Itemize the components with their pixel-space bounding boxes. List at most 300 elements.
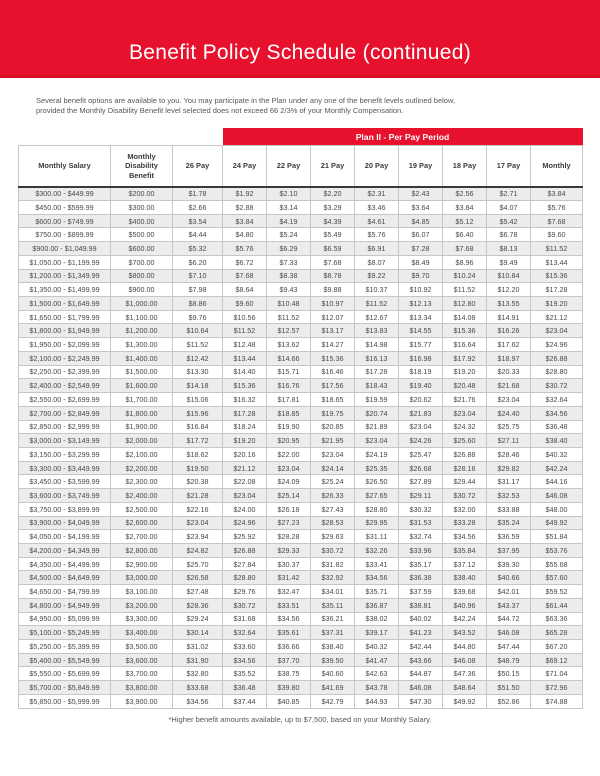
premium-value-cell: $61.44: [531, 598, 583, 612]
premium-value-cell: $3.84: [531, 187, 583, 201]
premium-value-cell: $33.96: [399, 543, 443, 557]
premium-value-cell: $12.07: [311, 310, 355, 324]
premium-value-cell: $4.80: [223, 228, 267, 242]
premium-value-cell: $2.88: [223, 201, 267, 215]
premium-value-cell: $36.59: [487, 530, 531, 544]
premium-value-cell: $43.37: [487, 598, 531, 612]
premium-value-cell: $10.24: [443, 269, 487, 283]
premium-value-cell: $23.04: [399, 420, 443, 434]
premium-value-cell: $28.16: [443, 461, 487, 475]
premium-value-cell: $20.16: [223, 447, 267, 461]
benefit-amount-cell: $3,300.00: [111, 612, 173, 626]
table-row: [19, 461, 583, 475]
premium-value-cell: $11.52: [355, 297, 399, 311]
premium-value-cell: $14.98: [355, 338, 399, 352]
premium-value-cell: $20.33: [487, 365, 531, 379]
premium-value-cell: $12.48: [223, 338, 267, 352]
premium-value-cell: $41.47: [355, 653, 399, 667]
premium-value-cell: $29.24: [173, 612, 223, 626]
premium-value-cell: $8.96: [443, 255, 487, 269]
column-header-0: Monthly Salary: [19, 146, 111, 187]
premium-value-cell: $23.04: [223, 489, 267, 503]
premium-value-cell: $6.91: [355, 242, 399, 256]
table-row: [19, 475, 583, 489]
premium-value-cell: $11.52: [267, 310, 311, 324]
premium-value-cell: $34.56: [267, 612, 311, 626]
premium-value-cell: $30.32: [399, 502, 443, 516]
premium-value-cell: $20.74: [355, 406, 399, 420]
premium-value-cell: $16.84: [173, 420, 223, 434]
premium-value-cell: $32.80: [173, 667, 223, 681]
table-row: [19, 242, 583, 256]
column-header-10: Monthly: [531, 146, 583, 187]
premium-value-cell: $16.32: [223, 393, 267, 407]
premium-value-cell: $32.64: [223, 626, 267, 640]
premium-value-cell: $39.17: [355, 626, 399, 640]
premium-value-cell: $43.52: [443, 626, 487, 640]
premium-value-cell: $38.75: [267, 667, 311, 681]
premium-value-cell: $38.40: [531, 434, 583, 448]
premium-value-cell: $46.08: [443, 653, 487, 667]
premium-value-cell: $42.44: [399, 640, 443, 654]
premium-value-cell: $23.04: [267, 461, 311, 475]
premium-value-cell: $5.12: [443, 214, 487, 228]
premium-value-cell: $31.42: [267, 571, 311, 585]
page-title: Benefit Policy Schedule (continued): [128, 41, 472, 64]
premium-value-cell: $27.48: [173, 585, 223, 599]
premium-value-cell: $37.70: [267, 653, 311, 667]
premium-value-cell: $37.31: [311, 626, 355, 640]
premium-value-cell: $52.86: [487, 694, 531, 708]
premium-value-cell: $20.48: [443, 379, 487, 393]
premium-value-cell: $36.21: [311, 612, 355, 626]
premium-value-cell: $14.40: [223, 365, 267, 379]
salary-range-cell: $3,450.00 - $3,599.99: [19, 475, 111, 489]
premium-value-cell: $17.92: [443, 351, 487, 365]
premium-value-cell: $41.69: [311, 681, 355, 695]
premium-value-cell: $34.56: [173, 694, 223, 708]
premium-value-cell: $28.46: [487, 447, 531, 461]
premium-value-cell: $25.92: [223, 530, 267, 544]
premium-value-cell: $36.48: [531, 420, 583, 434]
premium-value-cell: $24.40: [487, 406, 531, 420]
premium-value-cell: $15.06: [173, 393, 223, 407]
premium-value-cell: $23.94: [173, 530, 223, 544]
benefit-amount-cell: $900.00: [111, 283, 173, 297]
premium-value-cell: $55.68: [531, 557, 583, 571]
benefit-amount-cell: $3,600.00: [111, 653, 173, 667]
premium-value-cell: $35.52: [223, 667, 267, 681]
premium-value-cell: $24.19: [355, 447, 399, 461]
premium-value-cell: $33.51: [267, 598, 311, 612]
premium-value-cell: $9.60: [223, 297, 267, 311]
premium-value-cell: $27.84: [223, 557, 267, 571]
premium-value-cell: $32.26: [355, 543, 399, 557]
salary-range-cell: $1,350.00 - $1,499.99: [19, 283, 111, 297]
salary-range-cell: $3,150.00 - $3,299.99: [19, 447, 111, 461]
premium-value-cell: $5.76: [531, 201, 583, 215]
table-row: [19, 228, 583, 242]
table-row: [19, 283, 583, 297]
premium-value-cell: $25.14: [267, 489, 311, 503]
premium-value-cell: $43.78: [355, 681, 399, 695]
premium-value-cell: $39.50: [311, 653, 355, 667]
premium-value-cell: $35.17: [399, 557, 443, 571]
table-row: [19, 502, 583, 516]
column-header-6: 20 Pay: [355, 146, 399, 187]
premium-value-cell: $19.90: [267, 420, 311, 434]
premium-value-cell: $14.91: [487, 310, 531, 324]
plan-banner-row: [19, 128, 583, 146]
premium-value-cell: $6.59: [311, 242, 355, 256]
premium-value-cell: $21.12: [223, 461, 267, 475]
premium-value-cell: $40.02: [399, 612, 443, 626]
premium-value-cell: $14.55: [399, 324, 443, 338]
salary-range-cell: $5,550.00 - $5,699.99: [19, 667, 111, 681]
premium-value-cell: $5.42: [487, 214, 531, 228]
premium-value-cell: $15.96: [173, 406, 223, 420]
premium-value-cell: $28.53: [311, 516, 355, 530]
benefit-amount-cell: $2,100.00: [111, 447, 173, 461]
premium-value-cell: $57.60: [531, 571, 583, 585]
premium-value-cell: $19.20: [443, 365, 487, 379]
premium-value-cell: $25.60: [443, 434, 487, 448]
premium-value-cell: $24.96: [531, 338, 583, 352]
column-header-8: 18 Pay: [443, 146, 487, 187]
premium-value-cell: $65.28: [531, 626, 583, 640]
premium-value-cell: $40.60: [311, 667, 355, 681]
premium-value-cell: $40.32: [531, 447, 583, 461]
premium-value-cell: $16.26: [487, 324, 531, 338]
premium-value-cell: $7.68: [223, 269, 267, 283]
premium-value-cell: $7.68: [531, 214, 583, 228]
premium-value-cell: $38.40: [443, 571, 487, 585]
benefit-amount-cell: $3,900.00: [111, 694, 173, 708]
premium-value-cell: $31.82: [311, 557, 355, 571]
premium-value-cell: $9.43: [267, 283, 311, 297]
benefit-amount-cell: $3,200.00: [111, 598, 173, 612]
premium-value-cell: $3.84: [223, 214, 267, 228]
premium-value-cell: $14.27: [311, 338, 355, 352]
premium-value-cell: $13.55: [487, 297, 531, 311]
premium-value-cell: $29.11: [399, 489, 443, 503]
premium-value-cell: $2.56: [443, 187, 487, 201]
premium-value-cell: $21.83: [399, 406, 443, 420]
premium-value-cell: $23.04: [531, 324, 583, 338]
salary-range-cell: $1,800.00 - $1,949.99: [19, 324, 111, 338]
premium-value-cell: $13.44: [531, 255, 583, 269]
premium-value-cell: $2.66: [173, 201, 223, 215]
premium-value-cell: $21.95: [311, 434, 355, 448]
salary-range-cell: $900.00 - $1,049.99: [19, 242, 111, 256]
premium-value-cell: $42.24: [443, 612, 487, 626]
salary-range-cell: $600.00 - $749.99: [19, 214, 111, 228]
premium-value-cell: $30.14: [173, 626, 223, 640]
premium-value-cell: $48.00: [531, 502, 583, 516]
premium-value-cell: $31.53: [399, 516, 443, 530]
premium-value-cell: $30.72: [531, 379, 583, 393]
premium-value-cell: $21.68: [487, 379, 531, 393]
premium-value-cell: $32.53: [487, 489, 531, 503]
premium-value-cell: $15.77: [399, 338, 443, 352]
benefit-amount-cell: $700.00: [111, 255, 173, 269]
premium-value-cell: $18.97: [487, 351, 531, 365]
premium-value-cell: $25.47: [399, 447, 443, 461]
premium-value-cell: $15.36: [311, 351, 355, 365]
premium-value-cell: $37.44: [223, 694, 267, 708]
table-row: [19, 640, 583, 654]
premium-value-cell: $34.56: [531, 406, 583, 420]
premium-value-cell: $3.29: [311, 201, 355, 215]
premium-value-cell: $31.11: [355, 530, 399, 544]
premium-value-cell: $28.36: [173, 598, 223, 612]
premium-value-cell: $42.79: [311, 694, 355, 708]
benefit-amount-cell: $400.00: [111, 214, 173, 228]
premium-value-cell: $46.08: [487, 626, 531, 640]
premium-value-cell: $9.49: [487, 255, 531, 269]
table-row: [19, 187, 583, 201]
premium-value-cell: $37.59: [399, 585, 443, 599]
premium-value-cell: $18.62: [173, 447, 223, 461]
premium-value-cell: $34.56: [355, 571, 399, 585]
salary-range-cell: $3,750.00 - $3,899.99: [19, 502, 111, 516]
premium-value-cell: $4.39: [311, 214, 355, 228]
premium-value-cell: $4.44: [173, 228, 223, 242]
premium-value-cell: $29.76: [223, 585, 267, 599]
premium-value-cell: $6.07: [399, 228, 443, 242]
premium-value-cell: $18.19: [399, 365, 443, 379]
table-row: [19, 694, 583, 708]
premium-value-cell: $18.65: [311, 393, 355, 407]
table-row: [19, 543, 583, 557]
premium-value-cell: $8.86: [173, 297, 223, 311]
premium-value-cell: $27.89: [399, 475, 443, 489]
premium-value-cell: $34.56: [223, 653, 267, 667]
premium-value-cell: $32.64: [531, 393, 583, 407]
premium-value-cell: $26.18: [267, 502, 311, 516]
premium-value-cell: $44.72: [487, 612, 531, 626]
premium-value-cell: $24.26: [399, 434, 443, 448]
premium-value-cell: $44.87: [399, 667, 443, 681]
column-header-3: 24 Pay: [223, 146, 267, 187]
premium-value-cell: $4.19: [267, 214, 311, 228]
premium-value-cell: $24.96: [223, 516, 267, 530]
premium-value-cell: $26.50: [355, 475, 399, 489]
benefit-amount-cell: $2,300.00: [111, 475, 173, 489]
premium-value-cell: $30.72: [223, 598, 267, 612]
premium-value-cell: $12.67: [355, 310, 399, 324]
premium-value-cell: $4.61: [355, 214, 399, 228]
benefit-amount-cell: $3,700.00: [111, 667, 173, 681]
salary-range-cell: $2,250.00 - $2,399.99: [19, 365, 111, 379]
benefit-amount-cell: $1,700.00: [111, 393, 173, 407]
premium-value-cell: $32.92: [311, 571, 355, 585]
premium-value-cell: $22.16: [173, 502, 223, 516]
premium-value-cell: $47.36: [443, 667, 487, 681]
premium-value-cell: $12.80: [443, 297, 487, 311]
premium-value-cell: $44.16: [531, 475, 583, 489]
column-header-7: 19 Pay: [399, 146, 443, 187]
premium-value-cell: $16.13: [355, 351, 399, 365]
premium-value-cell: $37.95: [487, 543, 531, 557]
premium-value-cell: $8.49: [399, 255, 443, 269]
premium-value-cell: $59.52: [531, 585, 583, 599]
premium-value-cell: $5.76: [223, 242, 267, 256]
benefit-amount-cell: $800.00: [111, 269, 173, 283]
premium-value-cell: $26.88: [443, 447, 487, 461]
premium-value-cell: $42.63: [355, 667, 399, 681]
premium-value-cell: $7.10: [173, 269, 223, 283]
premium-value-cell: $17.28: [531, 283, 583, 297]
benefit-amount-cell: $1,800.00: [111, 406, 173, 420]
salary-range-cell: $2,100.00 - $2,249.99: [19, 351, 111, 365]
premium-value-cell: $6.78: [487, 228, 531, 242]
premium-value-cell: $11.52: [531, 242, 583, 256]
premium-value-cell: $53.76: [531, 543, 583, 557]
premium-value-cell: $67.20: [531, 640, 583, 654]
premium-value-cell: $3.84: [443, 201, 487, 215]
premium-value-cell: $4.07: [487, 201, 531, 215]
premium-value-cell: $44.93: [355, 694, 399, 708]
premium-value-cell: $21.12: [531, 310, 583, 324]
premium-value-cell: $20.85: [311, 420, 355, 434]
premium-value-cell: $31.90: [173, 653, 223, 667]
premium-value-cell: $44.80: [443, 640, 487, 654]
premium-value-cell: $20.38: [173, 475, 223, 489]
table-row: [19, 681, 583, 695]
premium-value-cell: $2.43: [399, 187, 443, 201]
premium-value-cell: $3.14: [267, 201, 311, 215]
premium-value-cell: $5.32: [173, 242, 223, 256]
table-row: [19, 612, 583, 626]
salary-range-cell: $4,650.00 - $4,799.99: [19, 585, 111, 599]
salary-range-cell: $300.00 - $449.99: [19, 187, 111, 201]
premium-value-cell: $20.95: [267, 434, 311, 448]
benefit-amount-cell: $3,400.00: [111, 626, 173, 640]
benefit-amount-cell: $3,500.00: [111, 640, 173, 654]
premium-value-cell: $2.20: [311, 187, 355, 201]
table-row: [19, 667, 583, 681]
premium-value-cell: $3.64: [399, 201, 443, 215]
premium-value-cell: $21.89: [355, 420, 399, 434]
premium-value-cell: $33.68: [173, 681, 223, 695]
table-row: [19, 310, 583, 324]
benefit-amount-cell: $2,500.00: [111, 502, 173, 516]
premium-value-cell: $17.81: [267, 393, 311, 407]
premium-value-cell: $35.84: [443, 543, 487, 557]
premium-value-cell: $14.08: [443, 310, 487, 324]
premium-value-cell: $29.63: [311, 530, 355, 544]
premium-value-cell: $13.83: [355, 324, 399, 338]
salary-range-cell: $4,050.00 - $4,199.99: [19, 530, 111, 544]
premium-value-cell: $24.14: [311, 461, 355, 475]
premium-value-cell: $30.72: [311, 543, 355, 557]
premium-value-cell: $38.40: [311, 640, 355, 654]
table-row: [19, 626, 583, 640]
premium-value-cell: $23.04: [311, 447, 355, 461]
premium-value-cell: $71.04: [531, 667, 583, 681]
premium-value-cell: $6.20: [173, 255, 223, 269]
premium-value-cell: $29.95: [355, 516, 399, 530]
table-row: [19, 365, 583, 379]
banner-spacer: [19, 128, 223, 146]
premium-value-cell: $28.80: [531, 365, 583, 379]
benefit-amount-cell: $1,400.00: [111, 351, 173, 365]
premium-value-cell: $72.96: [531, 681, 583, 695]
table-row: [19, 516, 583, 530]
salary-range-cell: $5,700.00 - $5,849.99: [19, 681, 111, 695]
benefit-amount-cell: $500.00: [111, 228, 173, 242]
premium-value-cell: $36.48: [223, 681, 267, 695]
premium-value-cell: $40.85: [267, 694, 311, 708]
premium-value-cell: $9.70: [399, 269, 443, 283]
premium-value-cell: $25.35: [355, 461, 399, 475]
premium-value-cell: $15.71: [267, 365, 311, 379]
premium-value-cell: $24.00: [223, 502, 267, 516]
premium-value-cell: $24.32: [443, 420, 487, 434]
premium-value-cell: $19.20: [223, 434, 267, 448]
premium-value-cell: $10.92: [399, 283, 443, 297]
column-header-2: 26 Pay: [173, 146, 223, 187]
premium-value-cell: $25.24: [311, 475, 355, 489]
table-row: [19, 379, 583, 393]
premium-value-cell: $27.23: [267, 516, 311, 530]
benefit-amount-cell: $3,800.00: [111, 681, 173, 695]
premium-value-cell: $29.82: [487, 461, 531, 475]
premium-value-cell: $10.84: [487, 269, 531, 283]
column-header-9: 17 Pay: [487, 146, 531, 187]
column-header-row: [19, 146, 583, 187]
premium-value-cell: $9.22: [355, 269, 399, 283]
salary-range-cell: $750.00 - $899.99: [19, 228, 111, 242]
premium-value-cell: $23.04: [443, 406, 487, 420]
premium-value-cell: $51.84: [531, 530, 583, 544]
premium-value-cell: $17.28: [223, 406, 267, 420]
benefit-schedule-table-wrap: [18, 128, 582, 709]
premium-value-cell: $7.68: [443, 242, 487, 256]
premium-value-cell: $29.44: [443, 475, 487, 489]
premium-value-cell: $43.66: [399, 653, 443, 667]
table-body: [19, 187, 583, 708]
premium-value-cell: $7.68: [311, 255, 355, 269]
premium-value-cell: $2.10: [267, 187, 311, 201]
premium-value-cell: $30.37: [267, 557, 311, 571]
premium-value-cell: $19.20: [531, 297, 583, 311]
benefit-amount-cell: $1,500.00: [111, 365, 173, 379]
premium-value-cell: $19.75: [311, 406, 355, 420]
benefit-amount-cell: $2,200.00: [111, 461, 173, 475]
premium-value-cell: $30.72: [443, 489, 487, 503]
table-row: [19, 338, 583, 352]
table-row: [19, 324, 583, 338]
premium-value-cell: $40.66: [487, 571, 531, 585]
premium-value-cell: $47.44: [487, 640, 531, 654]
premium-value-cell: $25.70: [173, 557, 223, 571]
intro-line-2: provided the Monthly Disability Benefit level selected does not exceed 66 2/3% of your Monthly Compensation.: [36, 105, 404, 115]
benefit-amount-cell: $2,700.00: [111, 530, 173, 544]
premium-value-cell: $18.85: [267, 406, 311, 420]
table-row: [19, 571, 583, 585]
premium-value-cell: $6.40: [443, 228, 487, 242]
premium-value-cell: $32.47: [267, 585, 311, 599]
premium-value-cell: $18.24: [223, 420, 267, 434]
salary-range-cell: $4,950.00 - $5,099.99: [19, 612, 111, 626]
premium-value-cell: $31.17: [487, 475, 531, 489]
premium-value-cell: $6.72: [223, 255, 267, 269]
salary-range-cell: $2,850.00 - $2,999.99: [19, 420, 111, 434]
premium-value-cell: $36.66: [267, 640, 311, 654]
premium-value-cell: $2.71: [487, 187, 531, 201]
